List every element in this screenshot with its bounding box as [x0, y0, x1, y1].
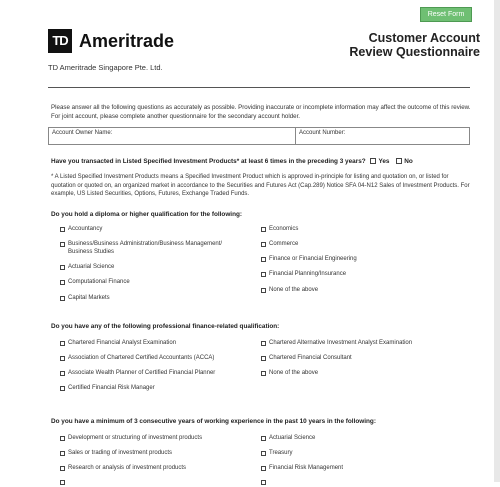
- checkbox[interactable]: [261, 288, 266, 293]
- option-label: Treasury: [269, 450, 293, 456]
- title-line-1: Customer Account: [368, 31, 480, 45]
- q2-option-finance[interactable]: [261, 255, 357, 264]
- checkbox[interactable]: [60, 356, 65, 361]
- q2-option-actuarial[interactable]: [60, 263, 114, 272]
- option-label: Association of Chartered Certified Accountants (ACCA): [68, 355, 215, 361]
- q1-yes-checkbox[interactable]: [370, 158, 376, 164]
- checkbox[interactable]: [261, 480, 266, 485]
- checkbox[interactable]: [261, 356, 266, 361]
- option-label: Actuarial Science: [68, 264, 115, 270]
- option-label: Chartered Alternative Investment Analyst Examination: [269, 340, 413, 346]
- checkbox[interactable]: [261, 371, 266, 376]
- option-label: Associate Wealth Planner of Certified Financial Planner: [68, 370, 216, 376]
- q1-question: [51, 158, 413, 165]
- q2-option-business-cont: [68, 248, 114, 257]
- ameritrade-logo-text: Ameritrade: [79, 31, 175, 51]
- q2-question: Do you hold a diploma or higher qualification for the following:: [51, 211, 243, 218]
- q2-option-financial-planning[interactable]: [261, 270, 346, 279]
- option-label: Chartered Financial Consultant: [269, 355, 352, 361]
- q2-option-none[interactable]: [261, 286, 318, 295]
- account-owner-field[interactable]: Account Owner Name:: [52, 130, 113, 136]
- option-label: Sales or trading of investment products: [68, 450, 173, 456]
- q2-option-capital-markets[interactable]: [60, 294, 110, 303]
- checkbox[interactable]: [261, 451, 266, 456]
- option-label: Finance or Financial Engineering: [269, 256, 357, 262]
- option-label: Computational Finance: [68, 279, 130, 285]
- option-label: Financial Planning/Insurance: [269, 271, 347, 277]
- td-logo-mark: TD: [48, 29, 72, 53]
- title-line-2: Review Questionnaire: [349, 45, 480, 59]
- option-label: Business/Business Administration/Business Management/: [68, 241, 223, 247]
- checkbox[interactable]: [261, 466, 266, 471]
- option-label: Development or structuring of investment products: [68, 435, 203, 441]
- q4-option-research[interactable]: [60, 464, 186, 473]
- option-label: Financial Risk Management: [269, 465, 344, 471]
- account-box-divider: [295, 128, 296, 144]
- header-divider: [48, 87, 470, 88]
- option-label: Business Studies: [68, 249, 115, 255]
- q4-option-actuarial[interactable]: [261, 434, 315, 443]
- q1-no-checkbox[interactable]: [396, 158, 402, 164]
- scrollbar-track[interactable]: [494, 0, 500, 482]
- checkbox[interactable]: [60, 480, 65, 485]
- option-label: Capital Markets: [68, 295, 110, 301]
- checkbox[interactable]: [60, 436, 65, 441]
- option-label: None of the above: [269, 287, 319, 293]
- option-label: Actuarial Science: [269, 435, 316, 441]
- checkbox[interactable]: [261, 436, 266, 441]
- account-number-field[interactable]: Account Number:: [299, 130, 346, 136]
- checkbox[interactable]: [60, 227, 65, 232]
- footnote-text: * A Listed Specified Investment Products means a Specified Investment Product which is approved in-principle for listing and quotation on, or listed for quotation or quoted on, an organized market in accordance to the Securities and Futures Act (Cap.289) Notice SFA 04-N12 Sales of Investment Products. For example, US Listed Securities, Options, Futures, Exchange Traded Funds.: [51, 174, 470, 197]
- q4-option-partial-right[interactable]: [261, 479, 269, 487]
- q3-option-frm[interactable]: [60, 384, 155, 393]
- option-label: Economics: [269, 226, 299, 232]
- checkbox[interactable]: [261, 257, 266, 262]
- checkbox[interactable]: [60, 451, 65, 456]
- q2-option-commerce[interactable]: [261, 240, 298, 249]
- q4-option-risk[interactable]: [261, 464, 343, 473]
- q3-option-caia[interactable]: [261, 339, 412, 348]
- checkbox[interactable]: [261, 242, 266, 247]
- option-label: Chartered Financial Analyst Examination: [68, 340, 177, 346]
- q2-option-computational[interactable]: [60, 278, 130, 287]
- checkbox[interactable]: [261, 227, 266, 232]
- q1-yes-label: Yes: [378, 158, 390, 165]
- q2-option-economics[interactable]: [261, 225, 298, 234]
- checkbox[interactable]: [261, 341, 266, 346]
- company-name: TD Ameritrade Singapore Pte. Ltd.: [48, 63, 163, 72]
- checkbox[interactable]: [60, 280, 65, 285]
- checkbox[interactable]: [60, 265, 65, 270]
- reset-form-button[interactable]: Reset Form: [420, 7, 472, 22]
- q4-option-development[interactable]: [60, 434, 202, 443]
- q3-question: Do you have any of the following professional finance-related qualification:: [51, 323, 280, 330]
- q4-option-treasury[interactable]: [261, 449, 292, 458]
- checkbox[interactable]: [60, 296, 65, 301]
- option-label: Accountancy: [68, 226, 103, 232]
- checkbox[interactable]: [60, 371, 65, 376]
- q3-option-acca[interactable]: [60, 354, 214, 363]
- option-label: None of the above: [269, 370, 319, 376]
- q3-option-awp[interactable]: [60, 369, 215, 378]
- option-label: Commerce: [269, 241, 299, 247]
- checkbox[interactable]: [261, 272, 266, 277]
- option-label: Certified Financial Risk Manager: [68, 385, 155, 391]
- checkbox[interactable]: [60, 466, 65, 471]
- checkbox[interactable]: [60, 242, 65, 247]
- account-info-box: [48, 127, 470, 145]
- q4-option-partial-left[interactable]: [60, 479, 68, 487]
- page-title: [320, 31, 480, 59]
- q3-option-cfa[interactable]: [60, 339, 176, 348]
- q1-text: Have you transacted in Listed Specified Investment Products* at least 6 times in the preceding 3 years?: [51, 158, 366, 165]
- checkbox[interactable]: [60, 386, 65, 391]
- q4-option-sales[interactable]: [60, 449, 172, 458]
- option-label: Research or analysis of investment products: [68, 465, 187, 471]
- q3-option-chfc[interactable]: [261, 354, 352, 363]
- q1-no-label: No: [404, 158, 413, 165]
- intro-text: Please answer all the following questions as accurately as possible. Providing inaccurate or incomplete information may affect the outcome of this review. For joint account, please complete another questionnaire for the secondary account holder.: [51, 104, 471, 120]
- q4-question: Do you have a minimum of 3 consecutive years of working experience in the past 10 years in the following:: [51, 418, 376, 425]
- checkbox[interactable]: [60, 341, 65, 346]
- q3-option-none[interactable]: [261, 369, 318, 378]
- q2-option-accountancy[interactable]: [60, 225, 102, 234]
